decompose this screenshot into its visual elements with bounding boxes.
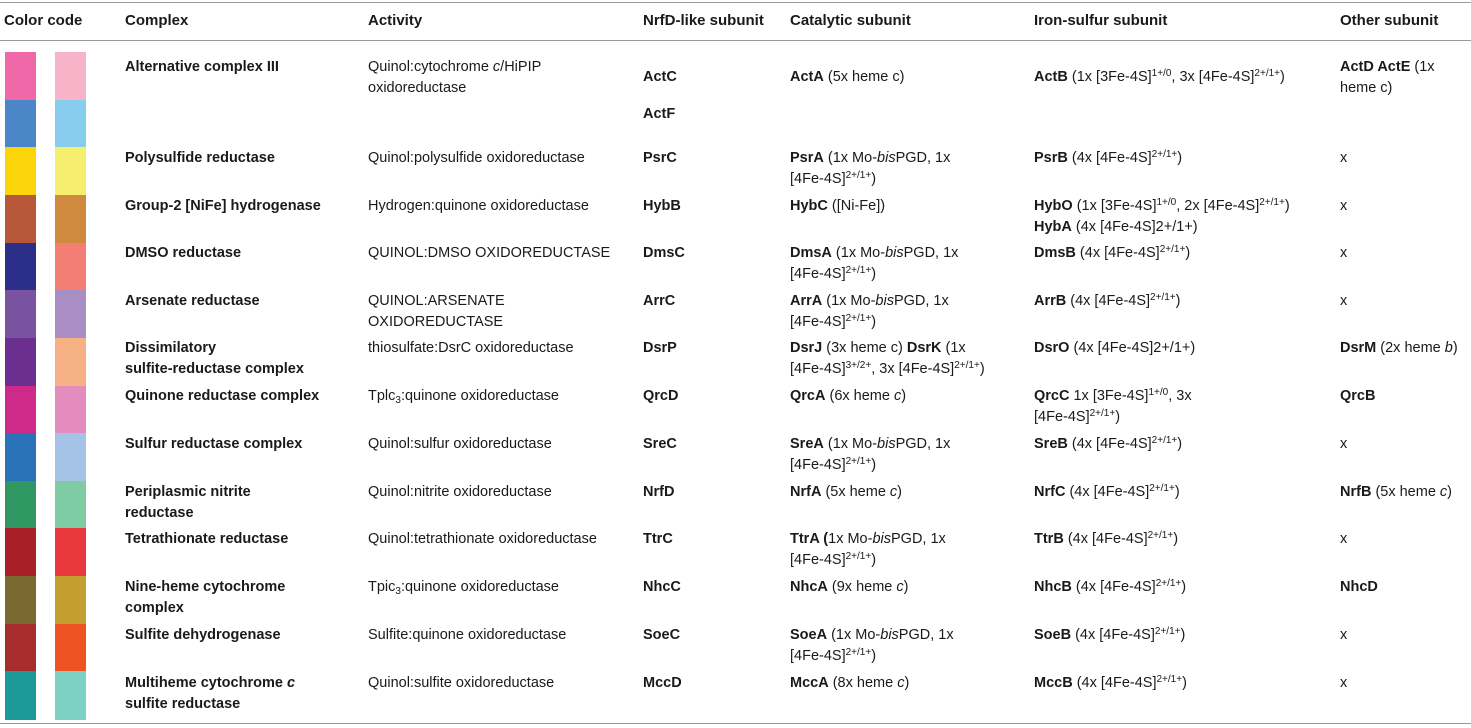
activity: Tplc$_3$:quinone oxidoreductase	[368, 388, 559, 406]
other-subunit: NrfB (5x heme c)	[1340, 484, 1453, 500]
nrfd-subunit: ActF	[643, 106, 676, 122]
other-subunit: x	[1340, 627, 1348, 643]
bottom-rule	[0, 723, 1471, 724]
header-color-code: Color code	[4, 12, 83, 29]
color-swatch	[55, 528, 86, 576]
nrfd-subunit: SreC	[643, 436, 677, 452]
iron-sulfur-subunit: SreB (4x $[4Fe-4S]^{2+/1+}$)	[1034, 435, 1183, 452]
color-swatch	[55, 243, 86, 291]
color-swatch	[55, 481, 86, 529]
other-subunit: ActD ActE (1x heme c)	[1340, 59, 1435, 96]
color-swatch	[5, 386, 36, 434]
complex-name: Nine-heme cytochrome complex	[125, 579, 286, 616]
color-swatch	[5, 528, 36, 576]
other-subunit: x	[1340, 245, 1348, 261]
other-subunit: x	[1340, 198, 1348, 214]
activity: QUINOL:ARSENATE OXIDOREDUCTASE	[368, 293, 505, 330]
nrfd-subunit: ArrC	[643, 293, 676, 309]
color-swatch	[5, 576, 36, 624]
header-catalytic: Catalytic subunit	[790, 12, 911, 29]
nrfd-subunit: HybB	[643, 198, 681, 214]
other-subunit: x	[1340, 293, 1348, 309]
nrfd-subunit: MccD	[643, 675, 682, 691]
other-subunit: DsrM (2x heme b)	[1340, 340, 1458, 356]
iron-sulfur-subunit: MccB (4x $[4Fe-4S]^{2+/1+}$)	[1034, 674, 1187, 691]
nrfd-subunit: PsrC	[643, 150, 677, 166]
complex-name: DMSO reductase	[125, 245, 242, 261]
complex-name: Group-2 [NiFe] hydrogenase	[125, 198, 321, 214]
iron-sulfur-subunit: PsrB (4x $[4Fe-4S]^{2+/1+}$)	[1034, 149, 1183, 166]
iron-sulfur-subunit: ArrB (4x $[4Fe-4S]^{2+/1+}$)	[1034, 292, 1181, 309]
color-swatch	[5, 481, 36, 529]
activity: QUINOL:DMSO OXIDOREDUCTASE	[368, 245, 611, 261]
other-subunit: x	[1340, 675, 1348, 691]
color-swatch	[55, 100, 86, 148]
other-subunit: x	[1340, 531, 1348, 547]
header-rule	[0, 40, 1471, 41]
catalytic-subunit: HybC ([Ni-Fe])	[790, 198, 886, 214]
catalytic-subunit: SreA (1x Mo-bisPGD, 1x $[4Fe-4S]^{2+/1+}$)	[790, 436, 951, 473]
color-swatch	[55, 624, 86, 672]
header-iron-sulfur: Iron-sulfur subunit	[1034, 12, 1168, 29]
iron-sulfur-subunit: SoeB (4x $[4Fe-4S]^{2+/1+}$)	[1034, 626, 1186, 643]
nrfd-subunit: NrfD	[643, 484, 675, 500]
activity: thiosulfate:DsrC oxidoreductase	[368, 340, 574, 356]
nrfd-subunit: ActC	[643, 69, 677, 85]
complex-name: Quinone reductase complex	[125, 388, 320, 404]
catalytic-subunit: QrcA (6x heme c)	[790, 388, 907, 404]
complex-name: Alternative complex III	[125, 59, 279, 75]
activity: Tpic$_3$:quinone oxidoreductase	[368, 579, 559, 597]
color-swatch	[5, 338, 36, 386]
iron-sulfur-subunit: QrcC 1x $[3Fe-4S]^{1+/0}$, 3x $[4Fe-4S]^{2+/1+}$)	[1034, 387, 1192, 425]
color-swatch	[5, 433, 36, 481]
catalytic-subunit: NrfA (5x heme c)	[790, 484, 903, 500]
nrfd-subunit: NhcC	[643, 579, 681, 595]
nrfd-subunit: SoeC	[643, 627, 681, 643]
other-subunit: x	[1340, 436, 1348, 452]
header-activity: Activity	[368, 12, 423, 29]
top-rule	[0, 2, 1471, 3]
complex-name: Dissimilatory sulfite-reductase complex	[125, 340, 304, 377]
complex-name: Arsenate reductase	[125, 293, 260, 309]
activity: Quinol:tetrathionate oxidoreductase	[368, 531, 597, 547]
complex-name: Polysulfide reductase	[125, 150, 275, 166]
complex-name: Sulfur reductase complex	[125, 436, 303, 452]
header-nrfd: NrfD-like subunit	[643, 12, 764, 29]
complex-name: Multiheme cytochrome c sulfite reductase	[125, 675, 296, 712]
color-swatch	[5, 195, 36, 243]
activity: Quinol:polysulfide oxidoreductase	[368, 150, 585, 166]
color-swatch	[55, 433, 86, 481]
activity: Quinol:cytochrome c/HiPIP oxidoreductase	[368, 59, 542, 96]
header-complex: Complex	[125, 12, 189, 29]
iron-sulfur-subunit: ActB (1x $[3Fe-4S]^{1+/0}$, 3x $[4Fe-4S]^{2+/1+}$)	[1034, 68, 1285, 85]
nrfd-subunit: TtrC	[643, 531, 673, 547]
iron-sulfur-subunit: DmsB (4x $[4Fe-4S]^{2+/1+}$)	[1034, 244, 1191, 261]
complex-name: Periplasmic nitrite reductase	[125, 484, 251, 521]
iron-sulfur-subunit: DsrO (4x [4Fe-4S]2+/1+)	[1034, 340, 1196, 356]
complex-name: Tetrathionate reductase	[125, 531, 289, 547]
other-subunit: x	[1340, 150, 1348, 166]
other-subunit: QrcB	[1340, 388, 1376, 404]
nrfd-subunit: DsrP	[643, 340, 677, 356]
activity: Sulfite:quinone oxidoreductase	[368, 627, 567, 643]
catalytic-subunit: PsrA (1x Mo-bisPGD, 1x $[4Fe-4S]^{2+/1+}$)	[790, 150, 951, 187]
color-swatch	[55, 576, 86, 624]
catalytic-subunit: ActA (5x heme c)	[790, 69, 905, 85]
color-swatch	[5, 671, 36, 719]
color-swatch	[5, 147, 36, 195]
catalytic-subunit: DsrJ (3x heme c) DsrK (1x $[4Fe-4S]^{3+/2+}$, 3x $[4Fe-4S]^{2+/1+}$)	[790, 340, 985, 377]
iron-sulfur-subunit: HybO (1x $[3Fe-4S]^{1+/0}$, 2x $[4Fe-4S]^{2+/1+}$) HybA (4x [4Fe-4S]2+/1+)	[1034, 197, 1290, 235]
iron-sulfur-subunit: NhcB (4x $[4Fe-4S]^{2+/1+}$)	[1034, 578, 1187, 595]
iron-sulfur-subunit: TtrB (4x $[4Fe-4S]^{2+/1+}$)	[1034, 530, 1179, 547]
color-swatch	[55, 386, 86, 434]
nrfd-subunit: DmsC	[643, 245, 685, 261]
color-swatch	[5, 290, 36, 338]
catalytic-subunit: ArrA (1x Mo-bisPGD, 1x $[4Fe-4S]^{2+/1+}$)	[790, 293, 949, 330]
catalytic-subunit: NhcA (9x heme c)	[790, 579, 909, 595]
complex-name: Sulfite dehydrogenase	[125, 627, 281, 643]
color-swatch	[55, 52, 86, 100]
activity: Quinol:sulfite oxidoreductase	[368, 675, 555, 691]
color-swatch	[55, 338, 86, 386]
nrfd-subunit: QrcD	[643, 388, 679, 404]
catalytic-subunit: DmsA (1x Mo-bisPGD, 1x $[4Fe-4S]^{2+/1+}$)	[790, 245, 959, 282]
iron-sulfur-subunit: NrfC (4x $[4Fe-4S]^{2+/1+}$)	[1034, 483, 1180, 500]
catalytic-subunit: SoeA (1x Mo-bisPGD, 1x $[4Fe-4S]^{2+/1+}$)	[790, 627, 954, 664]
color-swatch	[55, 671, 86, 719]
activity: Quinol:sulfur oxidoreductase	[368, 436, 552, 452]
header-other: Other subunit	[1340, 12, 1439, 29]
color-swatch	[5, 243, 36, 291]
color-swatch	[5, 624, 36, 672]
color-swatch	[55, 195, 86, 243]
color-swatch	[5, 100, 36, 148]
color-swatch	[5, 52, 36, 100]
color-swatch	[55, 290, 86, 338]
color-swatch	[55, 147, 86, 195]
other-subunit: NhcD	[1340, 579, 1378, 595]
catalytic-subunit: MccA (8x heme c)	[790, 675, 910, 691]
activity: Quinol:nitrite oxidoreductase	[368, 484, 552, 500]
activity: Hydrogen:quinone oxidoreductase	[368, 198, 589, 214]
catalytic-subunit: TtrA (1x Mo-bisPGD, 1x $[4Fe-4S]^{2+/1+}$)	[790, 531, 946, 568]
